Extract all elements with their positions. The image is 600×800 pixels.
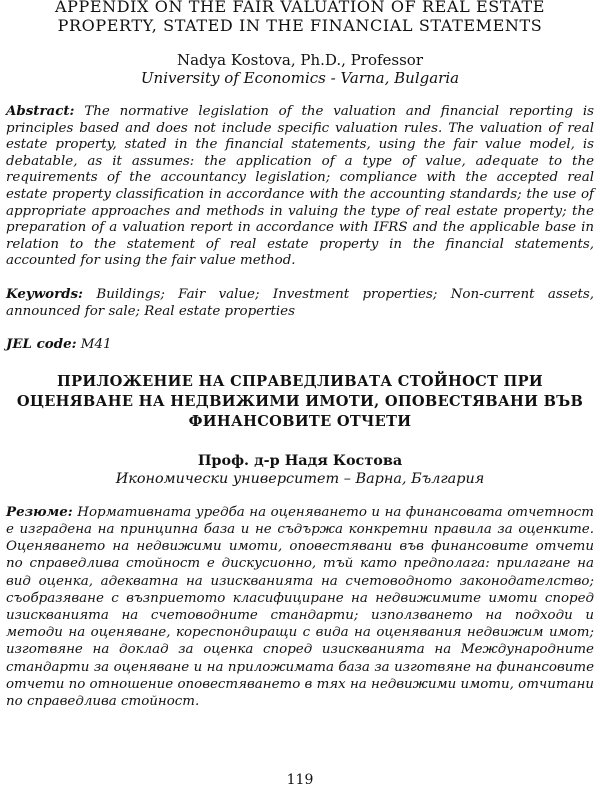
page-number: 119 [286,772,314,788]
bulgarian-affiliation: Икономически университет – Варна, България [115,470,485,487]
english-affiliation: University of Economics - Varna, Bulgaria [140,69,460,87]
english-abstract [6,103,594,270]
resume-text: Нормативната уредба на оценяването и на финансовата отчетност е изградена на принципна база и не съдържа конкретни правила за оценките. Оценяването на недвижими имоти, оповестявани във финансовите отчети по справедлива стойност е дискусионно, тъй като предполага: прилагане на вид оценка, адекватна на изискванията на счетоводното законодателство; съобразяване с възприетото класифициране на недвижимите имоти според изискванията на счетоводните стандарти; използването на подходи и методи на оценяване, кореспондиращи с вида на оценявания недвижим имот; изготвяне на доклад за оценка според изискванията на Международните стандарти за оценяване и на приложимата база за изготвяне на финансовите отчети по отношение оповестяването в тях на недвижими имоти, отчитани по справедлива стойност. [6,504,594,709]
keywords-text: Buildings; Fair value; Investment properties; Non-current assets, announced for sale; Real estate properties [6,286,594,319]
bulgarian-abstract [6,504,594,710]
jel-code [6,336,594,354]
resume-label: Резюме: [6,503,73,520]
english-author: Nadya Kostova, Ph.D., Professor [176,51,424,69]
english-title: APPENDIX ON THE FAIR VALUATION OF REAL ESTATE PROPERTY, STATED IN THE FINANCIAL STATEMENTS [54,0,546,35]
abstract-label: Abstract: [6,103,75,119]
keywords-label: Keywords: [6,285,84,302]
bulgarian-author: Проф. д-р Надя Костова [197,451,403,469]
jel-text: M41 [80,337,112,353]
jel-label: JEL code: [6,336,77,353]
bulgarian-title: ПРИЛОЖЕНИЕ НА СПРАВЕДЛИВАТА СТОЙНОСТ ПРИ ОЦЕНЯВАНЕ НА НЕДВИЖИМИ ИМОТИ, ОПОВЕСТЯВАНИ ВЪВ ФИНАНСОВИТЕ ОТЧЕТИ [16,372,584,430]
abstract-text: The normative legislation of the valuation and financial reporting is principles based and does not include specific valuation rules. The valuation of real estate property, stated in the financial statements, using the fair value model, is debatable, as it assumes: the application of a type of value, adequate to the requirements of the accountancy legislation; compliance with the accepted real estate property classification in accordance with the accounting standards; the use of appropriate approaches and methods in valuing the type of real estate property; the preparation of a valuation report in accordance with IFRS and the applicable base in relation to the statement of real estate property in the financial statements, accounted for using the fair value method. [6,104,594,269]
keywords [6,286,594,320]
